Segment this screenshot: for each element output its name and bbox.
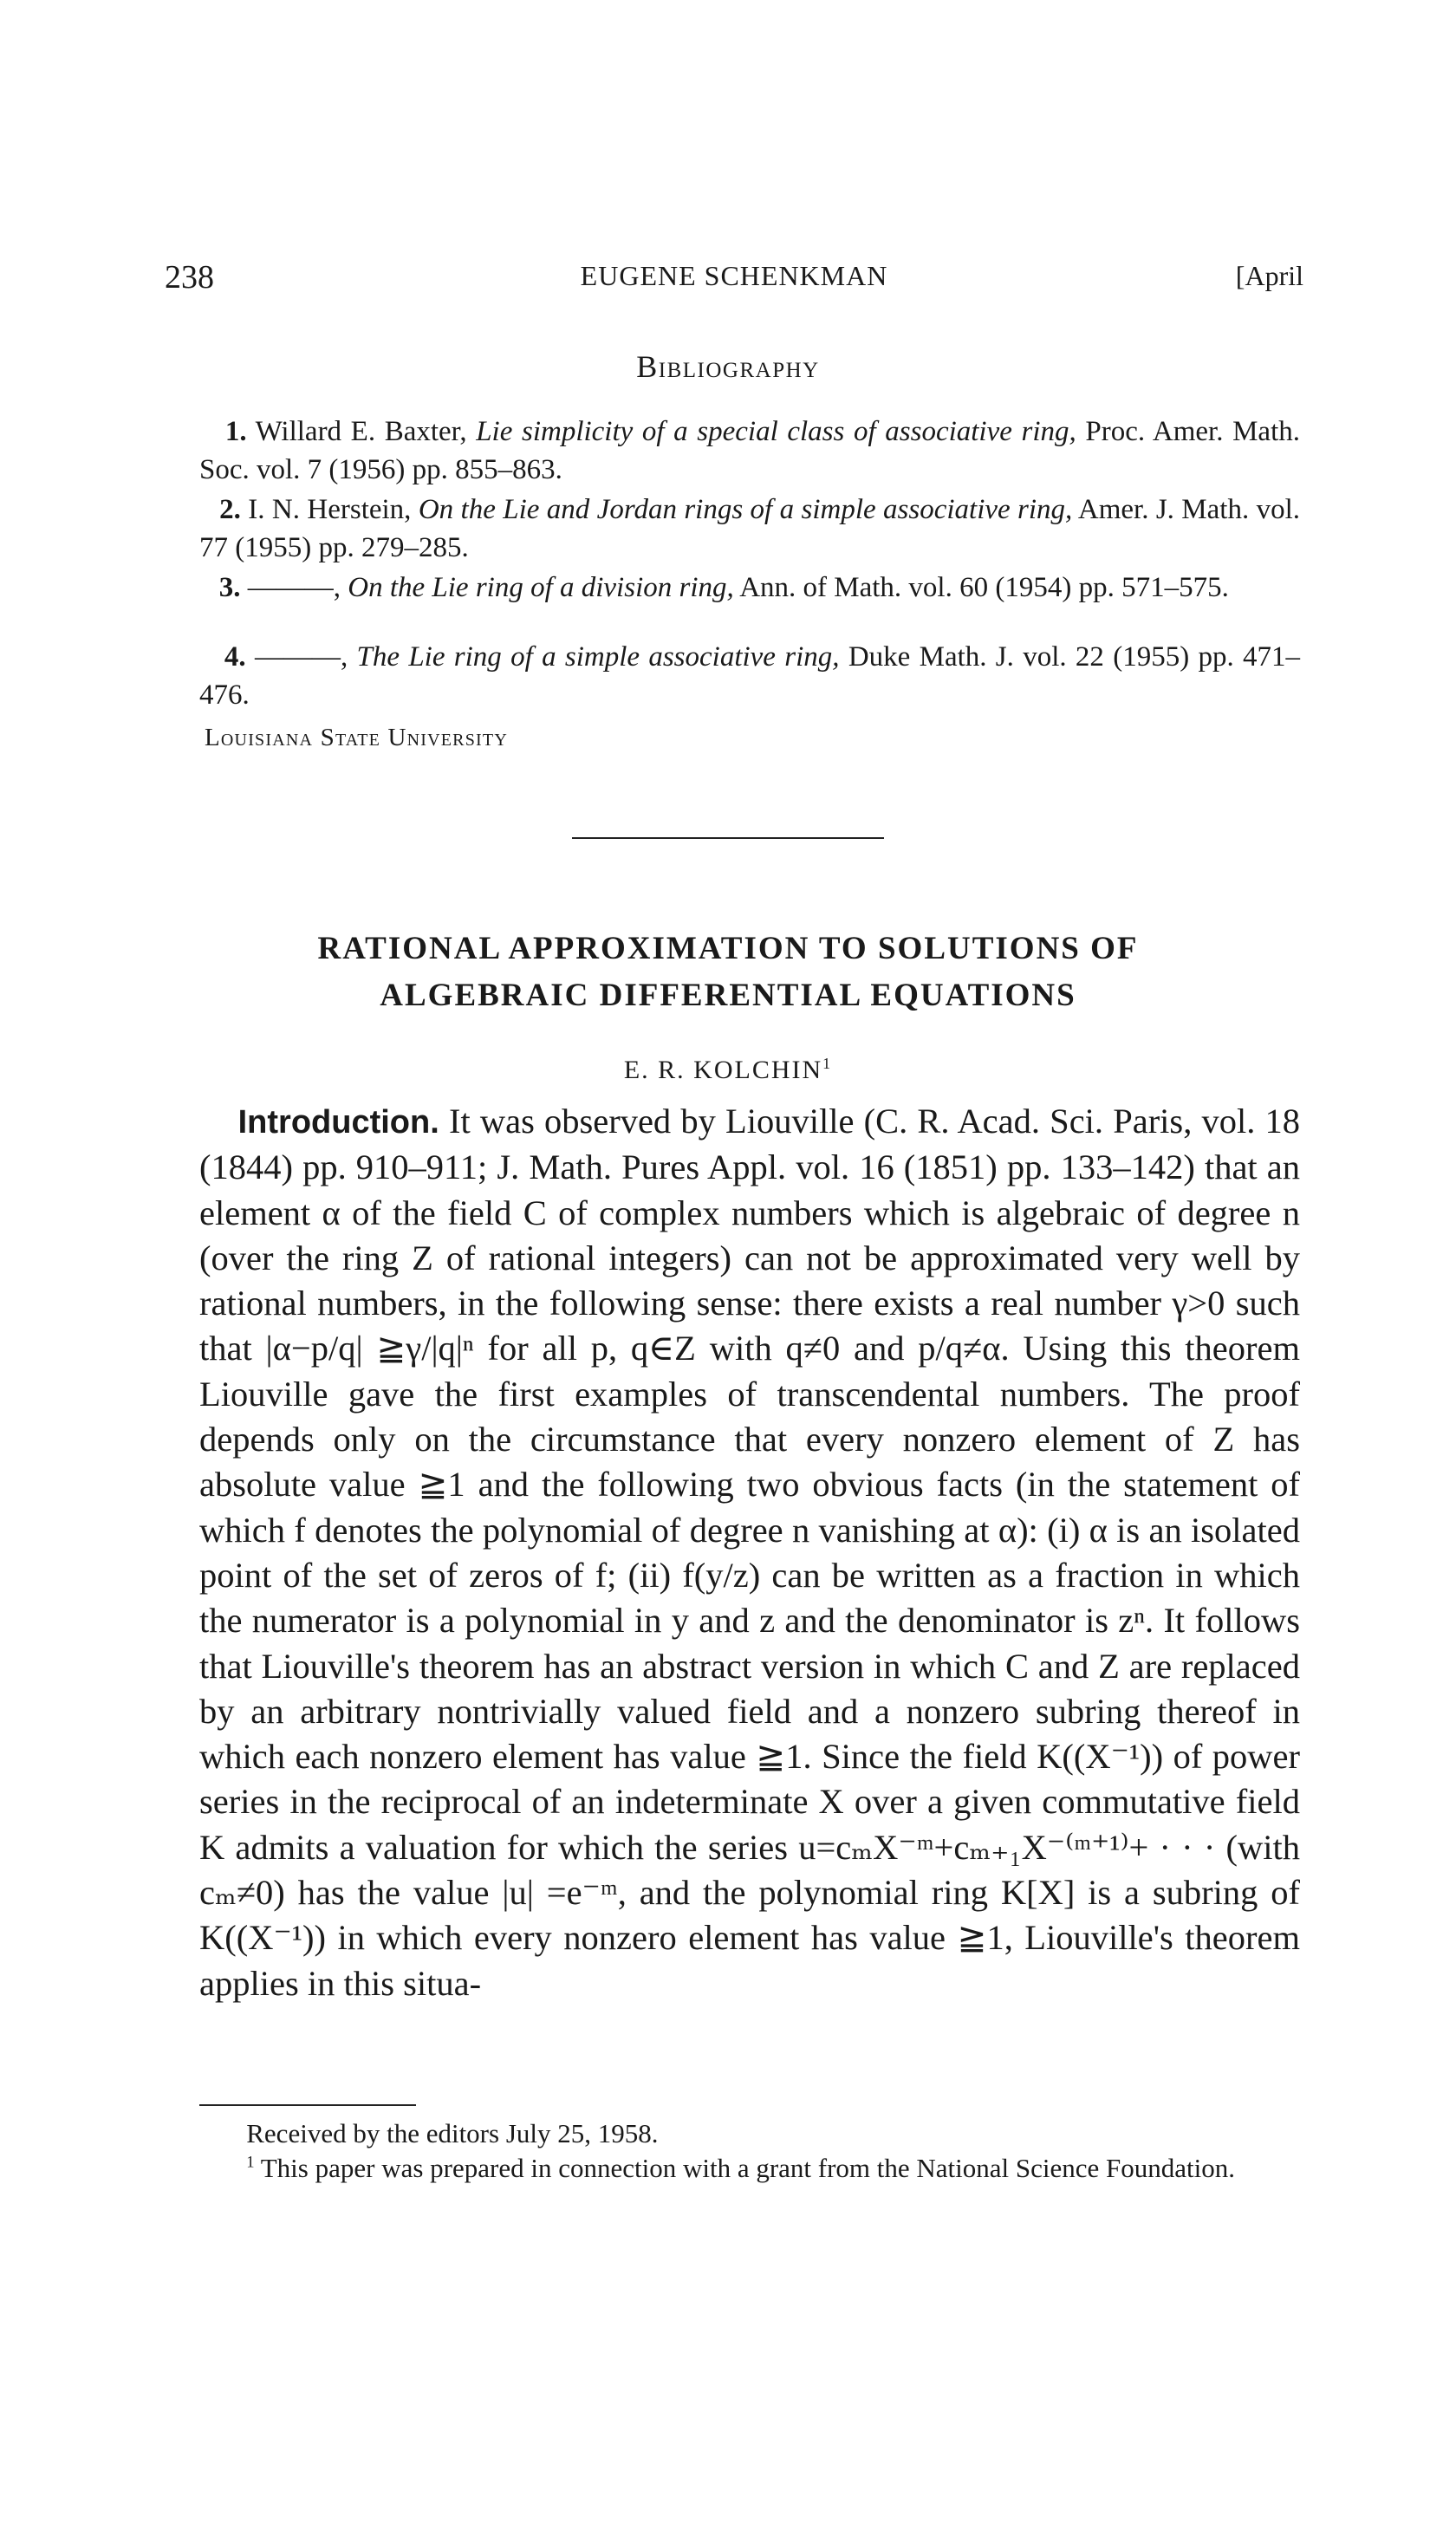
bib-entry-1: 1. Willard E. Baxter, Lie simplicity of a special class of associative ring, Proc. Amer. Math. Soc. vol. 7 (1956) pp. 855–863. [199,416,1300,485]
header-date: [April [1235,260,1303,291]
page-number: 238 [165,259,214,296]
affiliation: Louisiana State University [205,724,508,751]
page-header [165,258,1303,303]
bib-entry-2: 2. I. N. Herstein, On the Lie and Jordan rings of a simple associative ring, Amer. J. Math. vol. 77 (1955) pp. 279–285. [199,494,1301,563]
intro-text: It was observed by Liouville (C. R. Acad. Sci. Paris, vol. 18 (1844) pp. 910–911; J. Math. Pures Appl. vol. 16 (1851) pp. 133–142) that an element α of the field C of complex numbers which is algebraic of degree n (over the ring Z of rational integers) can not be approximated very well by rational numbers, in the following sense: there exists a real number γ>0 such that |α−p/q| ≧γ/|q|ⁿ for all p, q∈Z with q≠0 and p/q≠α. Using this theorem Liouville gave the first examples of transcendental numbers. The proof depends only on the circumstance that every nonzero element of Z has absolute value ≧1 and the following two obvious facts (in the statement of which f denotes the polynomial of degree n vanishing at α): (i) α is an isolated point of the set of zeros of f; (ii) f(y/z) can be written as a fraction in which the numerator is a polynomial in y and z and the denominator is zⁿ. It follows that Liouville's theorem has an abstract version in which C and Z are replaced by an arbitrary nontrivially valued field and a nonzero subring thereof in which each nonzero element has value ≧1. Since the field K((X⁻¹)) of power series in the reciprocal of an indeterminate X over a given commutative field K admits a valuation for which the series u=cₘX⁻ᵐ+cₘ₊₁X⁻⁽ᵐ⁺¹⁾+ · · · (with cₘ≠0) has the value |u| =e⁻ᵐ, and the polynomial ring K[X] is a subring of K((X⁻¹)) in which every nonzero element has value ≧1, Liouville's theorem applies in this situa- [199,1102,1300,2003]
article-author: E. R. KOLCHIN$^1$ [623,1055,833,1084]
intro-heading: Introduction. [237,1104,439,1141]
bibliography-heading: Bibliography [636,349,820,384]
bib-entry-3: 3. ———, On the Lie ring of a division ring, Ann. of Math. vol. 60 (1954) pp. 571–575. [218,572,1229,603]
received-note: Received by the editors July 25, 1958. [246,2118,659,2148]
introduction-paragraph [199,1099,1300,2006]
footnote-rule [199,2104,416,2106]
footnote-1: $^1$ This paper was prepared in connection with a grant from the National Science Foundation. [246,2153,1236,2183]
bib-entry-4: 4. ———, The Lie ring of a simple associative ring, Duke Math. J. vol. 22 (1955) pp. 471–476. [199,641,1301,711]
title-line-1: RATIONAL APPROXIMATION TO SOLUTIONS OF [317,931,1139,966]
section-divider [572,837,884,839]
running-head: EUGENE SCHENKMAN [580,260,888,291]
author-footnote-mark: 1 [822,1055,833,1072]
article-title [0,926,1456,1019]
title-line-2: ALGEBRAIC DIFFERENTIAL EQUATIONS [380,978,1076,1013]
